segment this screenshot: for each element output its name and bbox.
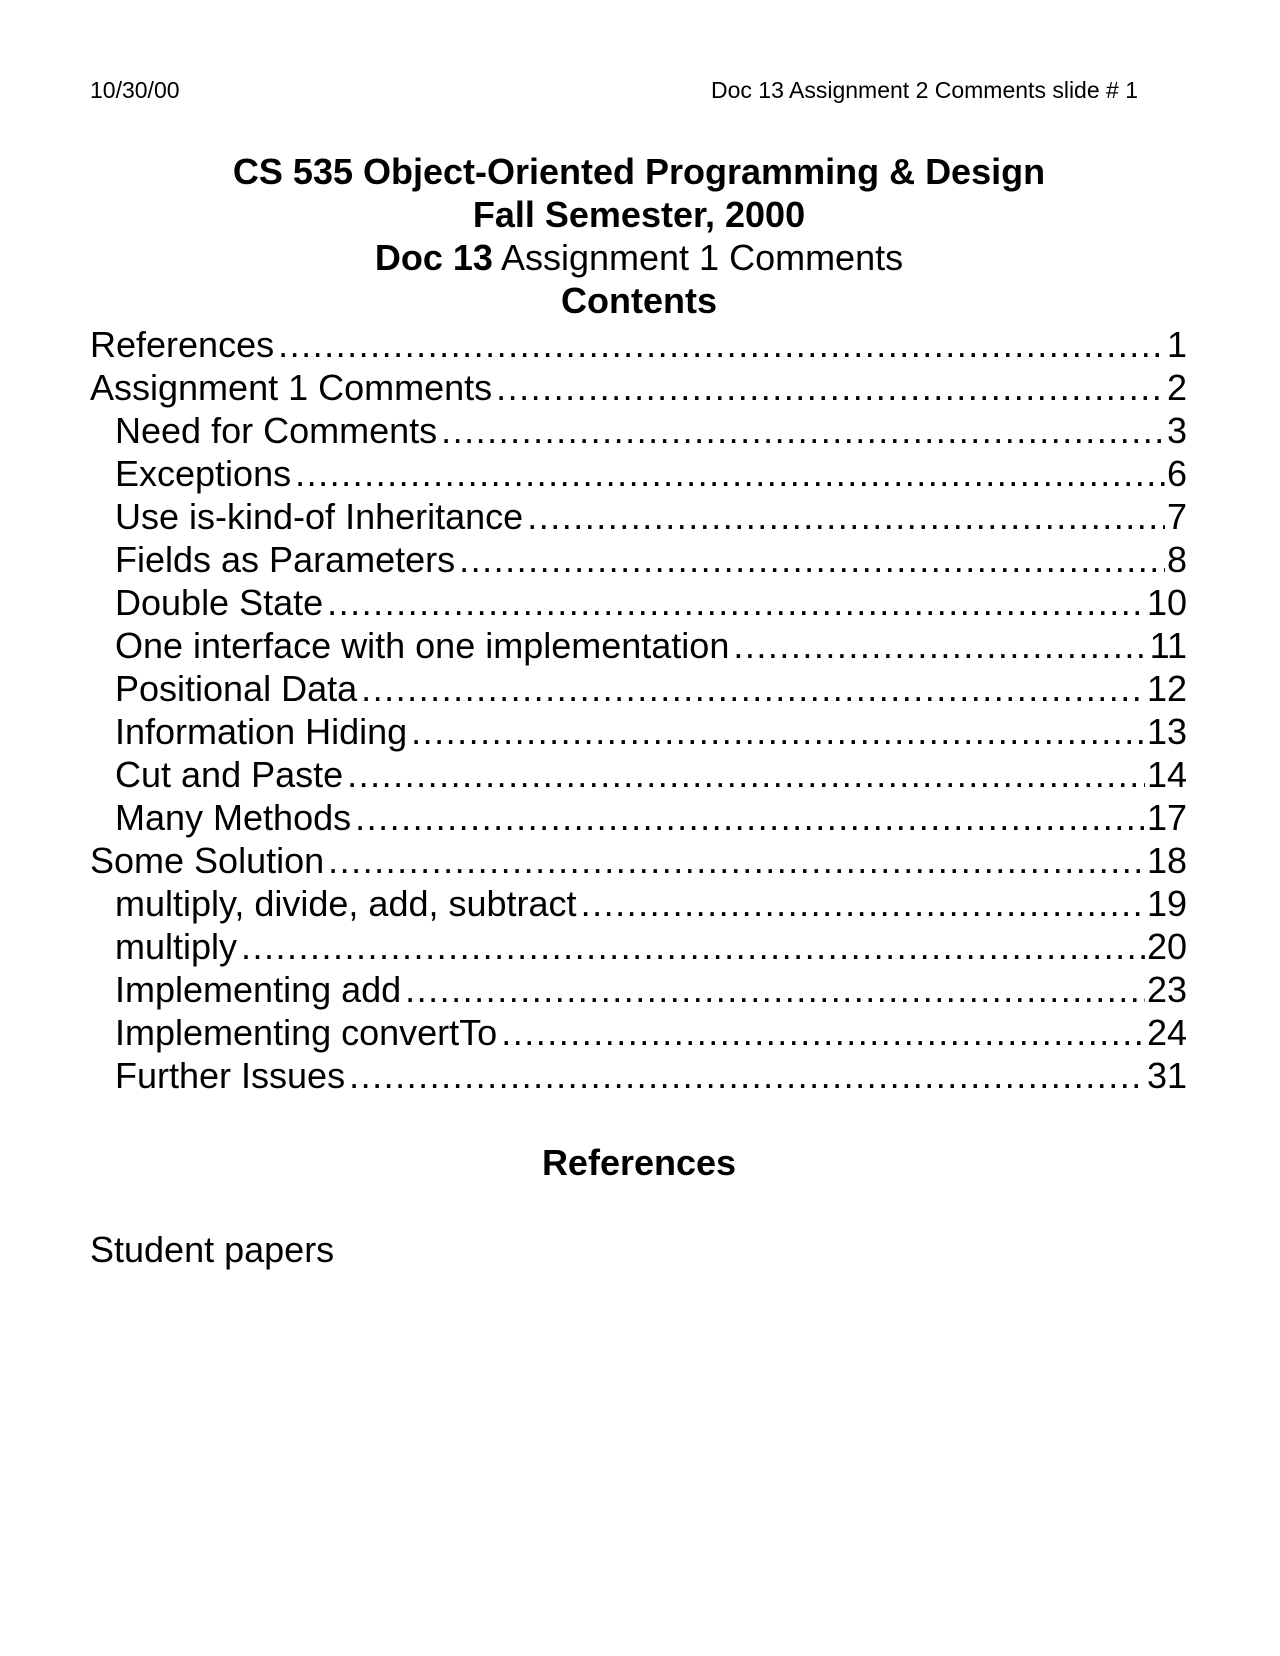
toc-entry-page: 2 — [1166, 367, 1187, 408]
semester-title: Fall Semester, 2000 — [472, 194, 806, 235]
toc-entry[interactable] — [90, 323, 1187, 366]
toc-entry-label: Implementing add — [115, 968, 405, 1011]
toc-entry[interactable] — [90, 581, 1187, 624]
toc-entry[interactable] — [90, 839, 1187, 882]
toc-entry[interactable] — [90, 1054, 1187, 1097]
toc-entry-page: 1 — [1166, 324, 1187, 365]
course-title: CS 535 Object-Oriented Programming & Design — [232, 151, 1046, 192]
toc-entry-page: 20 — [1146, 926, 1187, 967]
toc-leader-dots — [328, 839, 1145, 882]
toc-entry-page: 3 — [1166, 410, 1187, 451]
table-of-contents — [90, 323, 1187, 1097]
toc-entry[interactable] — [90, 409, 1187, 452]
toc-entry[interactable] — [90, 710, 1187, 753]
toc-entry[interactable] — [90, 366, 1187, 409]
toc-entry-label: Assignment 1 Comments — [90, 366, 496, 409]
toc-entry-page: 24 — [1146, 1012, 1187, 1053]
references-heading: References — [541, 1142, 737, 1183]
toc-entry-label: Cut and Paste — [115, 753, 347, 796]
toc-leader-dots — [347, 753, 1145, 796]
toc-entry-page: 17 — [1146, 797, 1187, 838]
toc-entry-label: Need for Comments — [115, 409, 441, 452]
contents-heading: Contents — [561, 280, 717, 321]
toc-entry-label: Further Issues — [115, 1054, 349, 1097]
doc-title: Assignment 1 Comments — [492, 237, 904, 278]
toc-leader-dots — [411, 710, 1145, 753]
toc-entry-page: 6 — [1166, 453, 1187, 494]
toc-entry-label: Many Methods — [115, 796, 355, 839]
toc-leader-dots — [349, 1054, 1145, 1097]
toc-leader-dots — [355, 796, 1145, 839]
doc-number: Doc 13 — [374, 237, 493, 278]
toc-entry-label: Double State — [115, 581, 327, 624]
doc-title-line — [90, 236, 1188, 279]
toc-entry[interactable] — [90, 667, 1187, 710]
toc-entry-page: 7 — [1166, 496, 1187, 537]
toc-entry-label: One interface with one implementation — [115, 624, 733, 667]
toc-entry-page: 10 — [1146, 582, 1187, 623]
toc-entry-label: References — [90, 323, 278, 366]
toc-leader-dots — [501, 1011, 1145, 1054]
toc-leader-dots — [527, 495, 1165, 538]
toc-entry[interactable] — [90, 1011, 1187, 1054]
toc-entry[interactable] — [90, 624, 1187, 667]
toc-entry-label: Fields as Parameters — [115, 538, 459, 581]
toc-entry-label: Implementing convertTo — [115, 1011, 501, 1054]
toc-leader-dots — [241, 925, 1145, 968]
header-date: 10/30/00 — [90, 77, 180, 103]
header-slide-info: Doc 13 Assignment 2 Comments slide # 1 — [711, 77, 1138, 103]
toc-entry-label: Use is-kind-of Inheritance — [115, 495, 527, 538]
toc-entry[interactable] — [90, 495, 1187, 538]
references-body: Student papers — [90, 1229, 335, 1270]
toc-entry[interactable] — [90, 538, 1187, 581]
title-block — [90, 150, 1188, 322]
toc-leader-dots — [441, 409, 1165, 452]
toc-entry-page: 31 — [1146, 1055, 1187, 1096]
toc-entry-label: Some Solution — [90, 839, 328, 882]
toc-entry-page: 8 — [1166, 539, 1187, 580]
toc-entry-page: 18 — [1146, 840, 1187, 881]
toc-entry-label: multiply — [115, 925, 241, 968]
toc-entry-label: Information Hiding — [115, 710, 411, 753]
toc-entry[interactable] — [90, 968, 1187, 1011]
toc-entry-page: 19 — [1146, 883, 1187, 924]
toc-entry[interactable] — [90, 882, 1187, 925]
toc-entry-label: Exceptions — [115, 452, 295, 495]
toc-entry-page: 13 — [1146, 711, 1187, 752]
toc-leader-dots — [496, 366, 1165, 409]
toc-entry[interactable] — [90, 925, 1187, 968]
toc-leader-dots — [361, 667, 1145, 710]
toc-entry-page: 14 — [1146, 754, 1187, 795]
toc-entry[interactable] — [90, 452, 1187, 495]
toc-leader-dots — [295, 452, 1165, 495]
toc-entry[interactable] — [90, 796, 1187, 839]
toc-entry-label: multiply, divide, add, subtract — [115, 882, 581, 925]
toc-entry[interactable] — [90, 753, 1187, 796]
toc-entry-page: 23 — [1146, 969, 1187, 1010]
toc-entry-label: Positional Data — [115, 667, 361, 710]
toc-leader-dots — [459, 538, 1165, 581]
toc-leader-dots — [581, 882, 1145, 925]
toc-leader-dots — [733, 624, 1147, 667]
toc-leader-dots — [327, 581, 1145, 624]
toc-leader-dots — [405, 968, 1145, 1011]
toc-entry-page: 11 — [1149, 625, 1187, 666]
toc-entry-page: 12 — [1146, 668, 1187, 709]
toc-leader-dots — [278, 323, 1165, 366]
